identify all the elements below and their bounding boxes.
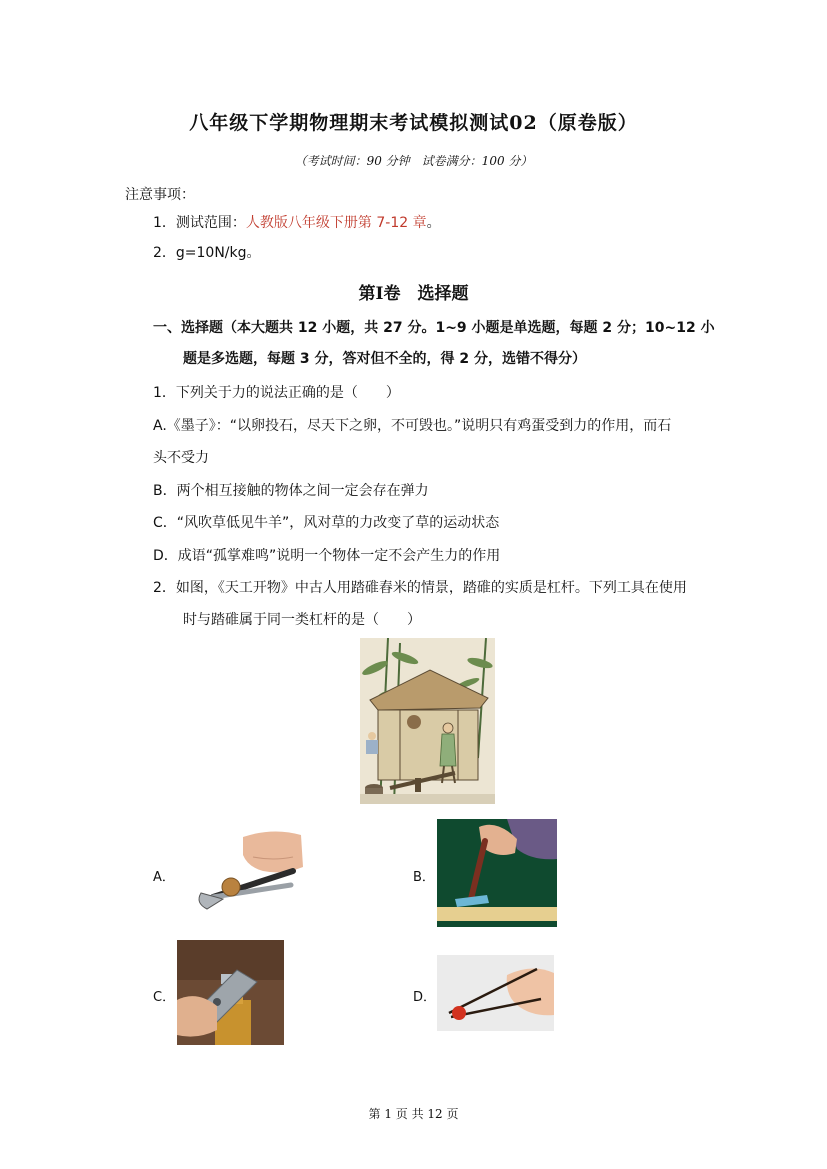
notice-item-1-prefix: 1．测试范围： bbox=[153, 215, 246, 231]
exam-info: （考试时间：90 分钟 试卷满分：100 分） bbox=[294, 154, 533, 168]
notice-item-1-suffix: 。 bbox=[426, 215, 441, 231]
q1-option-a-line1: A.《墨子》：“以卵投石，尽天下之卵，不可毁也。”说明只有鸡蛋受到力的作用，而石 bbox=[153, 418, 672, 434]
option-a-label: A． bbox=[153, 870, 175, 885]
part1-instructions-line2: 题是多选题，每题 3 分，答对但不全的，得 2 分，选错不得分） bbox=[183, 351, 586, 367]
q1-option-d: D．成语“孤掌难鸣”说明一个物体一定不会产生力的作用 bbox=[153, 548, 501, 564]
bottle-opener-image bbox=[177, 940, 284, 1045]
notice-heading: 注意事项： bbox=[125, 187, 195, 203]
notice-item-1 bbox=[153, 212, 441, 232]
q1-option-b: B．两个相互接触的物体之间一定会存在弹力 bbox=[153, 483, 429, 499]
q2-stem-line1: 2．如图，《天工开物》中古人用踏碓舂米的情景，踏碓的实质是杠杆。下列工具在使用 bbox=[153, 580, 687, 596]
page-title: 八年级下学期物理期末考试模拟测试02（原卷版） bbox=[189, 112, 638, 134]
page-footer: 第 1 页 共 12 页 bbox=[368, 1107, 459, 1121]
q1-option-a-line2: 头不受力 bbox=[153, 450, 209, 466]
nutcracker-image bbox=[193, 827, 305, 913]
q1-option-c: C．“风吹草低见牛羊”，风对草的力改变了草的运动状态 bbox=[153, 515, 500, 531]
treadle-pestle-illustration bbox=[360, 638, 495, 804]
notice-item-1-scope: 人教版八年级下册第 7-12 章 bbox=[245, 215, 427, 231]
notice-item-2: 2．g=10N/kg。 bbox=[153, 245, 261, 261]
q1-stem: 1．下列关于力的说法正确的是（ ） bbox=[153, 385, 400, 401]
q2-stem-line2: 时与踏碓属于同一类杠杆的是（ ） bbox=[183, 612, 421, 628]
part1-instructions-line1: 一、选择题（本大题共 12 小题，共 27 分。1~9 小题是单选题，每题 2 分；10~12 小 bbox=[153, 320, 715, 336]
claw-hammer-image bbox=[437, 819, 557, 927]
option-b-label: B． bbox=[413, 870, 435, 885]
chopsticks-image bbox=[437, 955, 554, 1031]
section-title: 第Ⅰ卷 选择题 bbox=[358, 284, 469, 304]
option-d-label: D． bbox=[413, 990, 437, 1005]
option-c-label: C． bbox=[153, 990, 176, 1005]
